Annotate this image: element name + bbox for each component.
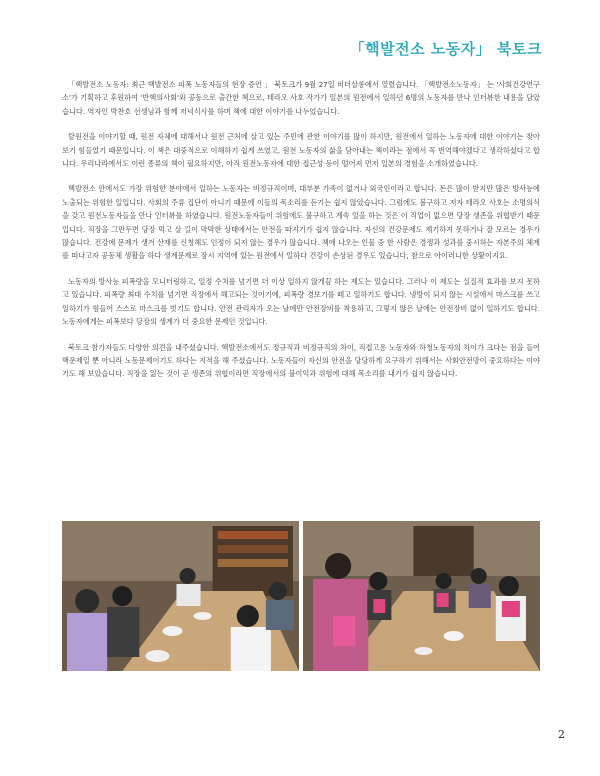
page-number: 2 [558, 728, 565, 741]
book-holding-photo [303, 521, 540, 671]
paragraph-reason: 탈원전을 이야기할 때, 원전 자체에 대해서나 원전 근처에 살고 있는 주민에 관한 이야기를 많이 하지만, 원전에서 일하는 노동자에 대한 이야기는 찾아보기 힘들었기 때문입니다. 이 책은 대중적으로 이해하기 쉽게 쓰였고, 원전 노동자의 삶을 담아내는 책이라는 점에서 꼭 번역해야겠다고 생각하셨다고 합니다. 우리나라에서도 이런 종류의 책이 필요하지만, 아직 원전노동자에 대한 접근성 등이 떨어져 먼저 일본의 경험을 소개하였습니다. [62, 132, 540, 169]
paragraph-intro: 「핵발전소 노동자: 최근 핵발전소 피폭 노동자들의 현장 증언 」 북토크가 9월 27일 비더살롱에서 열렸습니다. 「핵발전소노동자」 는 '사회건강연구소'가 기획하고 후원하여 '반핵의사회'와 공동으로 출간한 책으로, 테라오 사호 작가가 일본의 원전에서 일하던 6명의 노동자를 만나 인터뷰한 내용을 담았습니다. 역자인 박찬호 선생님과 함께 저녁식사를 하며 책에 대한 이야기를 나누었습니다. [62, 80, 540, 116]
paragraph-workers: 핵발전소 안에서도 가장 위험한 분야에서 일하는 노동자는 비정규직이며, 대부분 가족이 없거나 외국인이라고 합니다. 돈은 많이 받지만 많은 방사능에 노출되는 위험한 일입니다. 사회의 주류 집단이 아니기 때문에 이들의 목소리를 듣기는 쉽지 않았습니다. 그럼에도 불구하고 저자 테라오 사호는 소명의식을 갖고 원전노동자들을 만나 인터뷰를 하였습니다. 원전노동자들이 위험에도 불구하고 계속 일을 하는 것은 이 직업이 없으면 당장 생존을 위협받기 때문입니다. 직장을 그만두면 당장 먹고 살 길이 막막한 상태에서는 안전을 따지기가 쉽지 않습니다. 자신의 건강문제도 제기하지 못하거나 잘 모르는 경우가 많습니다. 건강에 문제가 생겨 산재를 신청해도 인정이 되지 않는 경우가 많습니다. 책에 나오는 인물 중 한 사람은 경쟁과 성과를 중시하는 자본주의 체계를 떠나고자 공동체 생활을 하다 생계문제로 잠시 지역에 있는 원전에서 일하다 건강이 손상된 경우도 있습니다, 참으로 아이러니한 상황이지요. [62, 184, 540, 261]
article-body [62, 78, 540, 393]
group-dinner-photo [62, 521, 299, 671]
page-title: 「핵발전소 노동자」 북토크 [349, 40, 542, 58]
event-photos [62, 521, 540, 671]
paragraph-discussion: 북토크 참가자들도 다양한 의견을 내주셨습니다. 핵발전소에서도 정규직과 비정규직의 차이, 직접고용 노동자와 하청노동자의 차이가 크다는 점을 들어 핵문제일 뿐 아니라 노동문제이기도 하다는 지적을 해 주셨습니다. 노동자들이 자신의 안전을 당당하게 요구하기 위해서는 사회안전망이 중요하다는 이야기도 해 보았습니다. 직장을 잃는 것이 곧 생존의 위협이라면 직장에서의 불이익과 위험에 대해 목소리를 내기가 쉽지 않습니다. [62, 342, 540, 379]
paragraph-monitoring: 노동자의 방사능 피폭량을 모니터링하고, 일정 수치를 넘기면 더 이상 일하지 않게끔 하는 제도는 있습니다. 그러나 이 제도는 실질적 효과를 보지 못하고 있습니다. 피폭량 최대 수치를 넘기면 직장에서 해고되는 것이기에, 피폭량 경보기를 떼고 일하기도 합니다. 냉방이 되지 않는 시설에서 마스크를 쓰고 일하기가 힘들어 스스로 마스크를 벗기도 합니다. 안전 관리자가 오는 날에만 안전장비를 착용하고, 그렇지 않은 날에는 안전장비 없이 일하기도 합니다. 노동자에게는 피폭보다 당장의 생계가 더 중요한 문제인 것입니다. [62, 276, 540, 327]
